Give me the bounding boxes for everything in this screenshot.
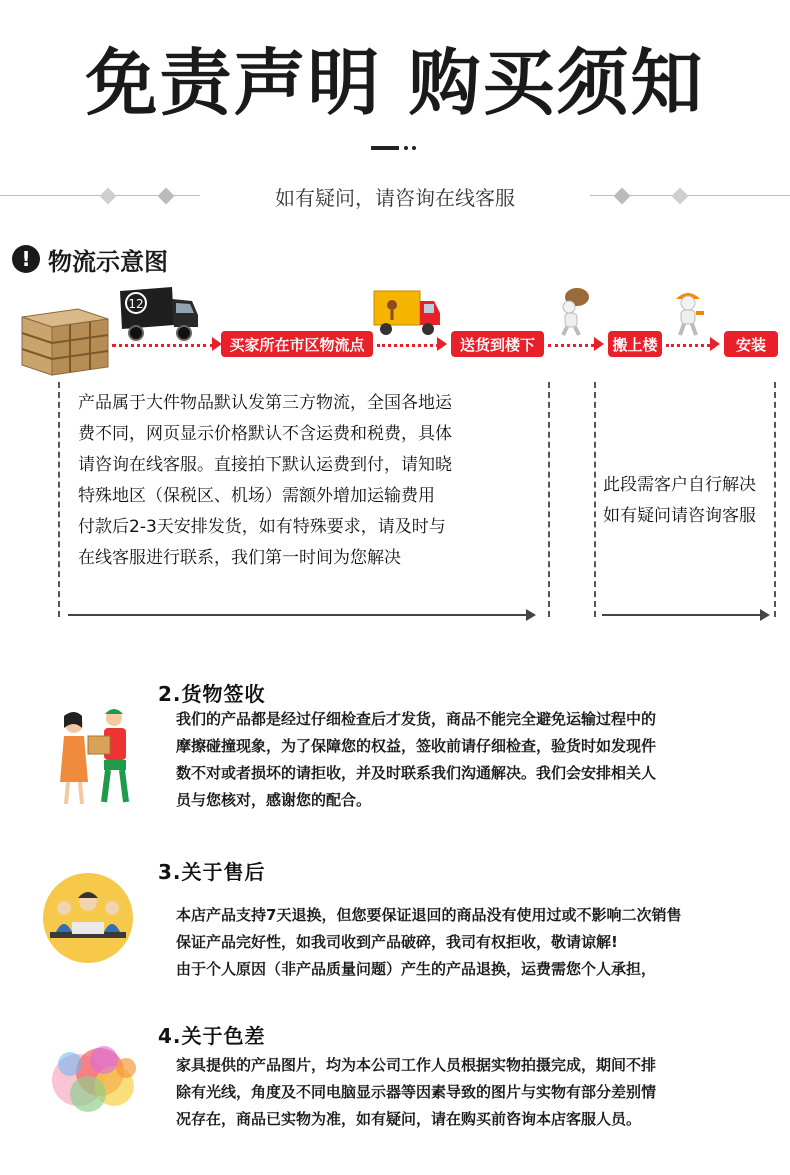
step-deliver-downstairs: 送货到楼下	[451, 331, 544, 357]
step-install: 安装	[724, 331, 778, 357]
left-box-text: 产品属于大件物品默认发第三方物流，全国各地运 费不同，网页显示价格默认不含运费和税费，具体 请咨询在线客服。直接拍下默认运费到付，请知晓 特殊地区（保税区、机场）需额外增加运输费用 付款后2-3天安排发货，如有特殊要求，请及时与 在线客服进行联系，我们第一时间为您解决	[78, 393, 452, 568]
right-box-arrow	[602, 614, 768, 616]
yellow-truck-icon	[372, 287, 442, 339]
carrier-person-icon	[555, 287, 595, 337]
exclamation-icon: !	[12, 245, 40, 273]
wooden-crate-icon	[18, 295, 112, 377]
package-handover-icon	[52, 702, 138, 808]
section-aftersale-body: 本店产品支持7天退换，但您要保证退回的商品没有使用过或不影响二次销售 保证产品完好性，如我司收到产品破碎，我司有权拒收，敬请谅解! 由于个人原因（非产品质量问题）产生的产品退换，运费需您个人承担，	[176, 906, 682, 978]
logistics-heading	[12, 242, 168, 276]
section-color-body: 家具提供的产品图片，均为本公司工作人员根据实物拍摄完成，期间不排 除有光线，角度及不同电脑显示器等因素导致的图片与实物有部分差别情 况存在，商品已实物为准，如有疑问，请在购买前咨询本店客服人员。	[176, 1056, 657, 1128]
left-box-arrow	[68, 614, 534, 616]
truck-badge: 12	[128, 297, 144, 311]
customer-service-icon	[42, 872, 134, 964]
section-color-title: 4.关于色差	[158, 1024, 266, 1048]
step-carry-upstairs: 搬上楼	[608, 331, 662, 357]
delivery-truck-icon	[118, 285, 200, 343]
subtitle-row	[0, 178, 790, 214]
subtitle: 如有疑问，请咨询在线客服	[275, 186, 515, 210]
page-title: 免责声明 购买须知	[85, 41, 705, 125]
title-divider	[371, 146, 419, 152]
step-local-depot: 买家所在市区物流点	[221, 331, 373, 357]
logistics-flow	[0, 285, 790, 375]
logistics-title: 物流示意图	[48, 247, 168, 276]
right-box-text: 此段需客户自行解决 如有疑问请咨询客服	[603, 475, 756, 526]
section-aftersale-title: 3.关于售后	[158, 860, 266, 884]
section-receipt-body: 我们的产品都是经过仔细检查后才发货，商品不能完全避免运输过程中的 摩擦碰撞现象，为了保障您的权益，签收前请仔细检查，验货时如发现件 数不对或者损坏的请拒收，并及时联系我们沟通解决。我们会安排相关人 员与您核对，感谢您的配合。	[176, 710, 657, 809]
color-splash-icon	[42, 1030, 148, 1122]
installer-person-icon	[668, 287, 708, 337]
section-receipt-title: 2.货物签收	[158, 682, 266, 706]
